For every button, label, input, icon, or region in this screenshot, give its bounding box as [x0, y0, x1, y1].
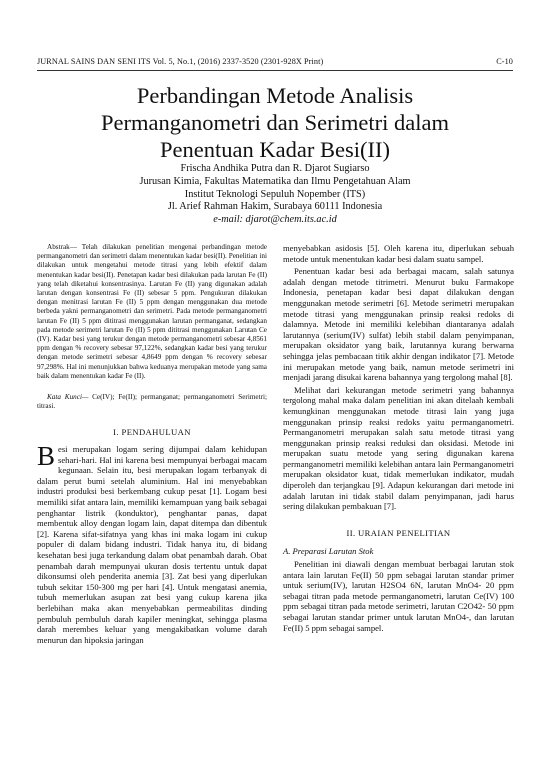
keywords [37, 393, 267, 411]
paper-title [0, 82, 550, 163]
author-block [0, 163, 550, 227]
keywords-text: Ce(IV); Fe(II); permanganat; permanganometri Serimetri; titrasi. [37, 393, 267, 411]
keywords-label: Kata Kunci— [47, 393, 89, 402]
intro-text: esi merupakan logam sering dijumpai dalam kehidupan sehari-hari. Hal ini karena besi mempunyai berbagai macam kegunaan. Selain itu, besi merupakan logam terbanyak di dalam perut bumi setelah aluminium. Hal ini menyebabkan industri produksi besi berkembang cukup pesat [1]. Logam besi memiliki sifat antara lain, memiliki kemampuan yang baik sebagai penghantar listrik (konduktor), penghantar panas, dapat membentuk alloy dengan logam lain, dapat ditempa dan dibentuk [2]. Karena sifat-sifatnya yang khas ini maka logam ini cukup populer di dalam bidang industri. Tidak hanya itu, di bidang kesehatan besi juga terkandung dalam obat penambah darah. Obat penambah darah mempunyai ukuran dosis tertentu untuk dapat dikonsumsi oleh penderita anemia [3]. Zat besi yang diperlukan tubuh sekitar 150-300 mg per hari [4]. Untuk mengatasi anemia, tubuh memerlukan asupan zat besi yang cukup karena jika berlebihan maka akan menyebabkan permeabilitas dinding pembuluh pembuluh darah kapiler meningkat, sehingga plasma darah merembes keluar yang mengakibatkan volume darah menurun dan hipoksia jaringan [37, 444, 267, 645]
section-heading-introduction: I. PENDAHULUAN [113, 427, 191, 438]
title-line-3: Penentuan Kadar Besi(II) [160, 137, 390, 162]
paragraph-continuation: menyebabkan asidosis [5]. Oleh karena itu, diperlukan sebuah metode untuk menentukan kadar besi dalam suatu sampel. [283, 243, 514, 264]
header-rule [37, 70, 513, 71]
intro-paragraph [37, 441, 267, 645]
paragraph-permanganometri: Melihat dari kekurangan metode serimetri yang bahannya tergolong mahal maka dalam penelitian ini akan ditelaah kembali kemungkinan menggunakan metode titrasi lain yang juga menggunakan prinsip reaksi redoks yaitu permanganometri. Permanganometri merupakan salah satu metode titrasi yang menggunakan prinsip reaksi reduksi dan oksidasi. Metode ini merupakan suatu metode yang sering digunakan karena permanganometri memiliki kelebihan antara lain Permanganometri merupakan oksidator kuat, tidak memerlukan indikator, mudah diperoleh dan terjangkau [9]. Adapun kekurangan dari metode ini adalah larutan ini tidak stabil dalam penyimpanan, jadi harus sering dilakukan pembakuan [7]. [283, 384, 514, 512]
subsection-heading: A. Preparasi Larutan Stok [283, 546, 374, 557]
author-institution: Institut Teknologi Sepuluh Nopember (ITS) [184, 188, 366, 200]
title-line-2: Permanganometri dan Serimetri dalam [100, 110, 449, 135]
section-heading-methods: II. URAIAN PENELITIAN [346, 527, 451, 538]
paragraph-titrimetri: Penentuan kadar besi ada berbagai macam, salah satunya adalah dengan metode titrimetri. Menurut buku Farmakope Indonesia, penetapan kadar besi dapat dilakukan dengan menggunakan metode serimetri [6]. Metode serimetri merupakan metode titrasi yang menggunakan prinsip reaksi redoks di dalamnya. Metode ini memiliki kelebihan diantaranya adalah larutannya (serium(IV) sulfat) lebih stabil dalam penyimpanan, merupakan oksidator yang baik, larutannya kurang berwarna sehingga jelas pembacaan titik akhir dengan indikator [7]. Metode ini merupakan metode yang baik, namun metode serimetri ini menjadi jarang disukai karena bahannya yang tergolong mahal [8]. [283, 266, 514, 383]
paragraph-stock-solutions: Penelitian ini diawali dengan membuat berbagai larutan stok antara lain larutan Fe(II) 50 ppm sebagai larutan standar primer untuk serium(IV), larutan H2SO4 6N, larutan MnO4- 20 ppm sebagai titran pada metode permanganometri, larutan Ce(IV) 100 ppm sebagai titran pada metode serimetri, larutan C2O42- 50 ppm sebagai larutan standar primer untuk larutan MnO4-, dan larutan Fe(II) 5 ppm sebagai sampel. [283, 559, 514, 633]
title-line-1: Perbandingan Metode Analisis [136, 83, 414, 108]
running-header [37, 57, 513, 69]
author-email: e-mail: djarot@chem.its.ac.id [213, 214, 337, 226]
abstract: Abstrak— Telah dilakukan penelitian mengenai perbandingan metode permanganometri dan serimetri dalam menentukan kadar besi(II). Penelitian ini dilakukan untuk mengetahui metode titrasi yang lebih efektif dalam menentukan kadar besi(II). Penetapan kadar besi dilakukan pada larutan Fe (II) yang telah diketahui konsentrasinya. Larutan Fe (II) yang digunakan adalah larutan dengan konsentrasi Fe (II) sebesar 5 ppm. Pengukuran dilakukan dengan menitrasi larutan Fe (II) 5 ppm dengan menggunakan dua metode berbeda yakni permanganometri dan serimetri. Pada metode permanganometri larutan Fe (II) 5 ppm dititrasi menggunakan larutan permanganat, sedangkan pada metode serimetri larutan Fe (II) 5 ppm dititrasi menggunakan Larutan Ce (IV). Kadar besi yang terukur dengan metode permanganometri sebesar 4,8561 ppm dengan % recovery sebesar 97,122%, sedangkan kadar besi yang terukur dengan metode serimetri sebesar 4,8649 ppm dengan % recovery sebesar 97,298%. Hal ini menunjukkan bahwa keduanya merupakan metode yang sama baik dalam menentukan kadar Fe (II). [37, 243, 267, 380]
right-column [283, 243, 514, 633]
drop-cap: B [37, 441, 56, 472]
journal-citation: JURNAL SAINS DAN SENI ITS Vol. 5, No.1, (2016) 2337-3520 (2301-928X Print) [37, 57, 324, 66]
page-number: C-10 [496, 57, 513, 66]
author-department: Jurusan Kimia, Fakultas Matematika dan Ilmu Pengetahuan Alam [139, 175, 411, 187]
author-address: Jl. Arief Rahman Hakim, Surabaya 60111 Indonesia [167, 201, 383, 213]
author-names: Frischa Andhika Putra dan R. Djarot Sugiarso [180, 163, 370, 174]
left-column [37, 243, 267, 645]
